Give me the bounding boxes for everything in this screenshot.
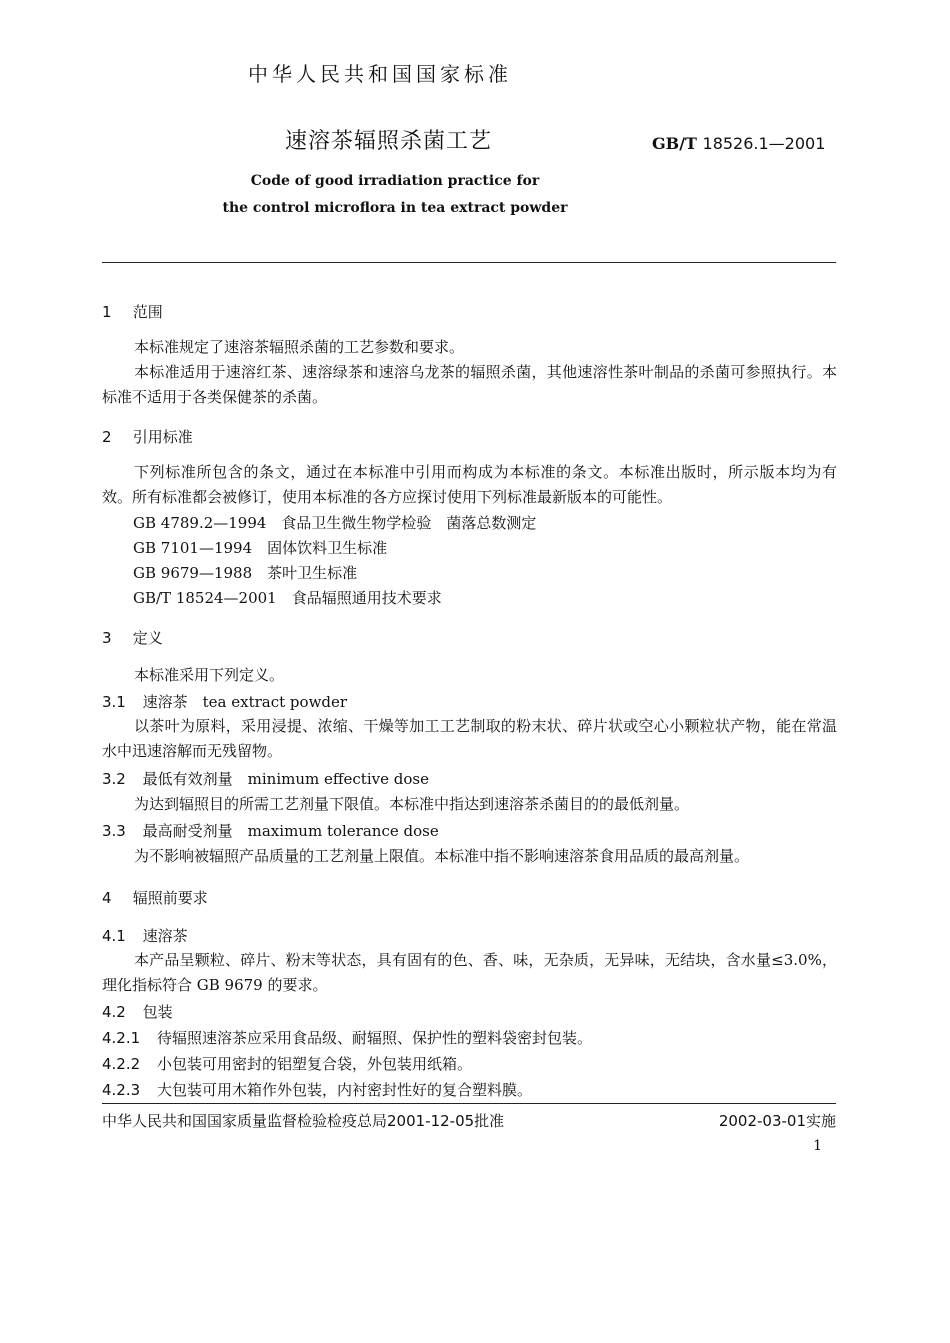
paragraph: 本标准采用下列定义。 [134, 666, 285, 684]
clause-heading [102, 925, 188, 946]
english-title-line-2: the control microflora in tea extract powder [222, 200, 568, 216]
clause-item [102, 1027, 592, 1048]
section-number: 2 [102, 428, 112, 446]
clause-number: 4.2.3 [102, 1081, 141, 1099]
section-title: 范围 [132, 303, 163, 321]
reference-item: GB/T 18524—2001 食品辐照通用技术要求 [133, 589, 442, 607]
definition-text: 为达到辐照目的所需工艺剂量下限值。本标准中指达到速溶茶杀菌目的的最低剂量。 [134, 795, 690, 813]
section-number: 3 [102, 629, 112, 647]
page-number: 1 [813, 1138, 822, 1154]
definition-term [102, 768, 429, 789]
document-title: 速溶茶辐照杀菌工艺 [285, 129, 493, 154]
clause-item [102, 1053, 472, 1074]
term-text: 最低有效剂量 minimum effective dose [142, 770, 429, 788]
section-heading [102, 627, 163, 648]
clause-number: 3.1 [102, 693, 126, 711]
clause-text: 待辐照速溶茶应采用食品级、耐辐照、保护性的塑料袋密封包装。 [156, 1029, 592, 1047]
clause-number: 4.1 [102, 927, 126, 945]
clause-text: 小包装可用密封的铝塑复合袋，外包装用纸箱。 [156, 1055, 472, 1073]
standard-code-number: 18526.1—2001 [702, 134, 826, 153]
clause-text: 本产品呈颗粒、碎片、粉末等状态，具有固有的色、香、味，无杂质，无异味，无结块，含水量≤3.0%，理化指标符合 GB 9679 的要求。 [102, 951, 837, 994]
effective-date: 2002-03-01实施 [718, 1112, 836, 1130]
definition-text: 为不影响被辐照产品质量的工艺剂量上限值。本标准中指不影响速溶茶食用品质的最高剂量。 [134, 847, 750, 865]
paragraph: 本标准规定了速溶茶辐照杀菌的工艺参数和要求。 [134, 338, 465, 356]
section-title: 定义 [132, 629, 163, 647]
clause-number: 4.2.1 [102, 1029, 141, 1047]
clause-number: 4.2.2 [102, 1055, 141, 1073]
clause-number: 4.2 [102, 1003, 126, 1021]
definition-term [102, 691, 347, 712]
section-heading [102, 301, 163, 322]
clause-number: 3.2 [102, 770, 126, 788]
paragraph: 下列标准所包含的条文，通过在本标准中引用而构成为本标准的条文。本标准出版时，所示版本均为有效。所有标准都会被修订，使用本标准的各方应探讨使用下列标准最新版本的可能性。 [102, 463, 837, 506]
english-title-line-1: Code of good irradiation practice for [250, 173, 540, 189]
approval-line: 中华人民共和国国家质量监督检验检疫总局2001-12-05批准 [102, 1112, 505, 1130]
section-heading [102, 887, 208, 908]
clause-number: 3.3 [102, 822, 126, 840]
footer-divider [102, 1103, 836, 1104]
reference-item: GB 7101—1994 固体饮料卫生标准 [133, 539, 388, 557]
section-number: 1 [102, 303, 112, 321]
clause-item [102, 1079, 532, 1100]
clause-text: 大包装可用木箱作外包装，内衬密封性好的复合塑料膜。 [156, 1081, 532, 1099]
standard-type-header: 中华人民共和国国家标准 [248, 62, 512, 86]
clause-heading [102, 1001, 173, 1022]
section-title: 引用标准 [132, 428, 193, 446]
term-text: 最高耐受剂量 maximum tolerance dose [142, 822, 439, 840]
section-heading [102, 426, 193, 447]
paragraph: 本标准适用于速溶红茶、速溶绿茶和速溶乌龙茶的辐照杀菌，其他速溶性茶叶制品的杀菌可参照执行。本标准不适用于各类保健茶的杀菌。 [102, 363, 837, 406]
section-title: 辐照前要求 [132, 889, 208, 907]
standard-code-prefix: GB/T [652, 134, 697, 153]
reference-item: GB 4789.2—1994 食品卫生微生物学检验 菌落总数测定 [133, 514, 537, 532]
definition-term [102, 820, 439, 841]
standard-code [652, 134, 825, 153]
clause-title: 速溶茶 [142, 927, 188, 945]
definition-text: 以茶叶为原料，采用浸提、浓缩、干燥等加工工艺制取的粉末状、碎片状或空心小颗粒状产物，能在常温水中迅速溶解而无残留物。 [102, 717, 837, 760]
title-divider [102, 262, 836, 263]
clause-title: 包装 [142, 1003, 173, 1021]
section-number: 4 [102, 889, 112, 907]
term-text: 速溶茶 tea extract powder [142, 693, 348, 711]
reference-item: GB 9679—1988 茶叶卫生标准 [133, 564, 358, 582]
